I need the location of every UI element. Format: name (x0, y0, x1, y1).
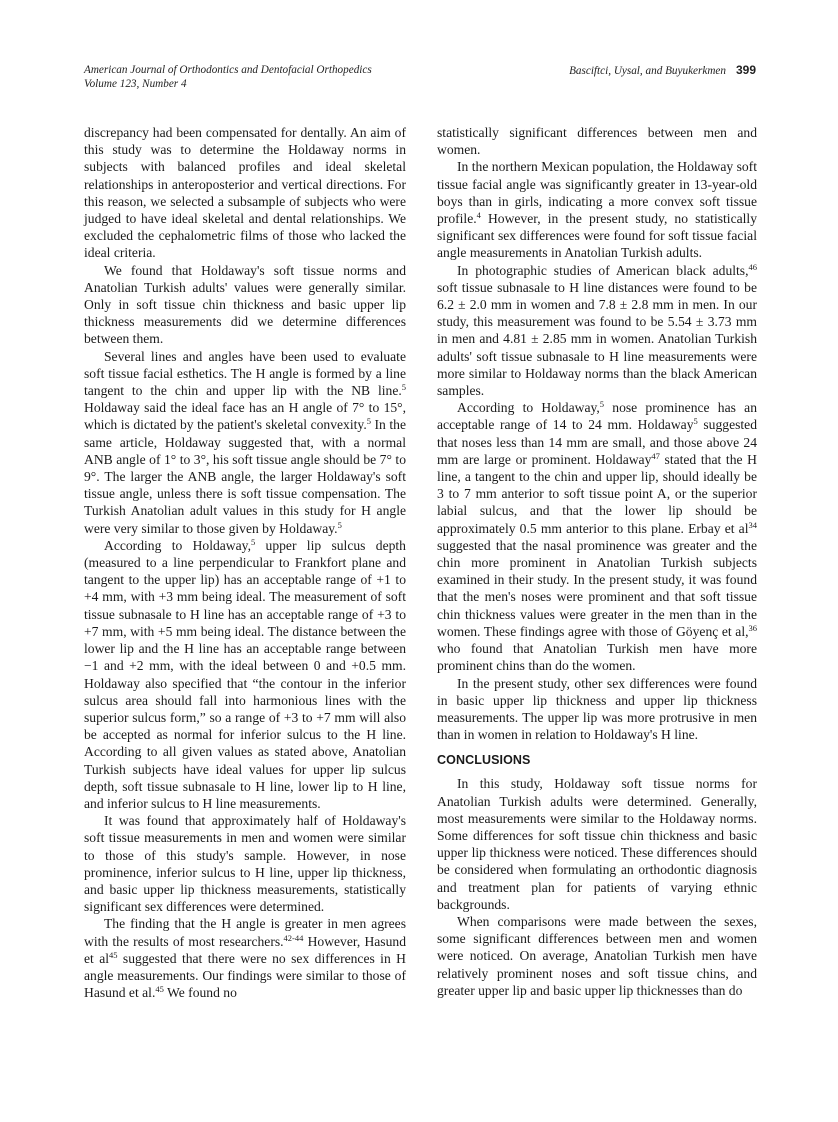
citation: 34 (748, 519, 757, 530)
citation: 46 (748, 261, 757, 272)
citation: 45 (109, 949, 118, 960)
citation: 36 (748, 622, 757, 633)
citation: 5 (250, 536, 256, 547)
journal-volume: Volume 123, Number 4 (84, 78, 187, 90)
journal-title: American Journal of Orthodontics and Dentofacial Orthopedics (84, 64, 372, 76)
running-authors: Basciftci, Uysal, and Buyukerkmen (569, 65, 726, 77)
journal-info (84, 63, 372, 91)
right-column (437, 124, 757, 999)
paragraph: In the northern Mexican population, the Holdaway soft tissue facial angle was significantly greater in 13-year-old boys than in girls, indicating a more convex soft tissue profile.$^4$ However, in the present study, no statistically significant sex differences were found for soft tissue facial angle measurements in Anatolian Turkish adults. (437, 159, 757, 261)
section-heading-conclusions: CONCLUSIONS (437, 753, 531, 768)
left-column (84, 124, 406, 1001)
paragraph: It was found that approximately half of Holdaway's soft tissue measurements in men and women were similar to those of this study's sample. However, in nose prominence, inferior sulcus to H line, upper lip thickness, and basic upper lip thickness measurements, statistically significant sex differences were determined. (84, 813, 406, 915)
citation: 5 (693, 416, 698, 427)
citation: 5 (337, 519, 342, 530)
paragraph: In photographic studies of American black adults,$^{46}$ soft tissue subnasale to H line distances were found to be 6.2 ± 2.0 mm in women and 7.8 ± 2.8 mm in men. In our study, this measurement was found to be 5.54 ± 3.73 mm in men and 4.81 ± 2.85 mm in women. Anatolian Turkish adults' soft tissue subnasale to H line measurements were more similar to Holdaway norms than the black American samples. (437, 261, 757, 399)
paragraph: In the present study, other sex differences were found in basic upper lip thickness and upper lip thickness measurements. The upper lip was more protrusive in men than in women in relation to Holdaway's H line. (437, 675, 757, 743)
paragraph: The finding that the H angle is greater in men agrees with the results of most researchers.$^{42-44}$ However, Hasund et $al^{45}$ suggested that there were no sex differences in H angle measurements. Our findings were similar to those of Hasund et al.$^{45}$ We found no (84, 916, 406, 1001)
author-page-info (569, 63, 756, 78)
paragraph: Several lines and angles have been used to evaluate soft tissue facial esthetics. The H angle is formed by a line tangent to the chin and upper lip with the NB line.$^5$ Holdaway said the ideal face has an H angle of 7° to 15°, which is dictated by the patient's skeletal convexity.$^5$ In the same article, Holdaway suggested that, with a normal ANB angle of 1° to 3°, his soft tissue angle should be 7° to 9°. The larger the ANB angle, the larger Holdaway's soft tissue angle, unless there is soft tissue compensation. The Turkish Anatolian adult values in this study for H angle were very similar to those given by Holdaway.$^5$ (84, 348, 406, 536)
paragraph: According to Holdaway,$^5$ nose prominence has an acceptable range of 14 to 24 mm. Holdaway$^5$ suggested that noses less than 14 mm are small, and those above 24 mm are large or prominent. Holdaway$^{47}$ stated that the H line, a tangent to the chin and upper lip, should ideally be 3 to 7 mm anterior to soft tissue point A, or the superior labial sulcus, and that the lower lip should be approximately 0.5 mm anterior to this plane. Erbay et $al^{34}$ suggested that the nasal prominence was greater and the chin more prominent in Anatolian Turkish subjects examined in their study. In the present study, it was found that the men's noses were prominent and that soft tissue chin thickness values were greater in the men than in the women. These findings agree with those of Göyenç et al,$^{36}$ who found that Anatolian Turkish men have more prominent chins than do the women. (437, 399, 757, 674)
paragraph: When comparisons were made between the sexes, some significant differences between men and women were noticed. On average, Anatolian Turkish men have relatively prominent noses and soft tissue chins, and greater upper lip and basic upper lip thicknesses than do (437, 913, 757, 998)
citation: 47 (651, 450, 660, 461)
page-number: 399 (735, 63, 756, 77)
paragraph: In this study, Holdaway soft tissue norms for Anatolian Turkish adults were determined. Generally, most measurements were similar to the Holdaway norms. Some differences for soft tissue chin thickness and basic upper lip thickness were noticed. These differences should be considered when formulating an orthodontic diagnosis and treatment plan for patients of varying ethnic backgrounds. (437, 776, 757, 912)
paragraph: statistically significant differences between men and women. (437, 125, 757, 158)
paragraph: We found that Holdaway's soft tissue norms and Anatolian Turkish adults' values were generally similar. Only in soft tissue chin thickness and basic upper lip thickness measurements did we determine differences between them. (84, 262, 406, 347)
citation: 5 (599, 399, 605, 410)
paragraph: discrepancy had been compensated for dentally. An aim of this study was to determine the Holdaway norms in subjects with balanced profiles and ideal skeletal relationships in anteroposterior and vertical directions. For this reason, we selected a subsample of subjects who were judged to have ideal skeletal and dental relationships. We excluded the cephalometric films of those who lacked the ideal criteria. (84, 125, 406, 261)
citation: 4 (476, 210, 481, 221)
citation: 5 (366, 416, 371, 427)
paragraph: According to Holdaway,$^5$ upper lip sulcus depth (measured to a line perpendicular to Frankfort plane and tangent to the upper lip) has an acceptable range of +1 to +4 mm, with +3 mm being ideal. The measurement of soft tissue subnasale to H line has an acceptable range of +3 to +7 mm, with +5 mm being ideal. The distance between the lower lip and the H line has an acceptable range between −1 and +2 mm, with the ideal between 0 and +0.5 mm. Holdaway also specified that “the contour in the inferior sulcus area should fall into harmonious lines with the superior sulcus form,” so a range of +3 to +7 mm will also be accepted as normal for inferior sulcus to the H line. According to all given values as stated above, Anatolian Turkish subjects have ideal values for upper lip sulcus depth, soft tissue subnasale to H line, lower lip to H line, and inferior sulcus to H line measurements. (84, 536, 406, 811)
running-header (84, 63, 756, 97)
citation: 42-44 (283, 932, 304, 943)
citation: 5 (401, 382, 406, 393)
citation: 45 (155, 984, 164, 995)
